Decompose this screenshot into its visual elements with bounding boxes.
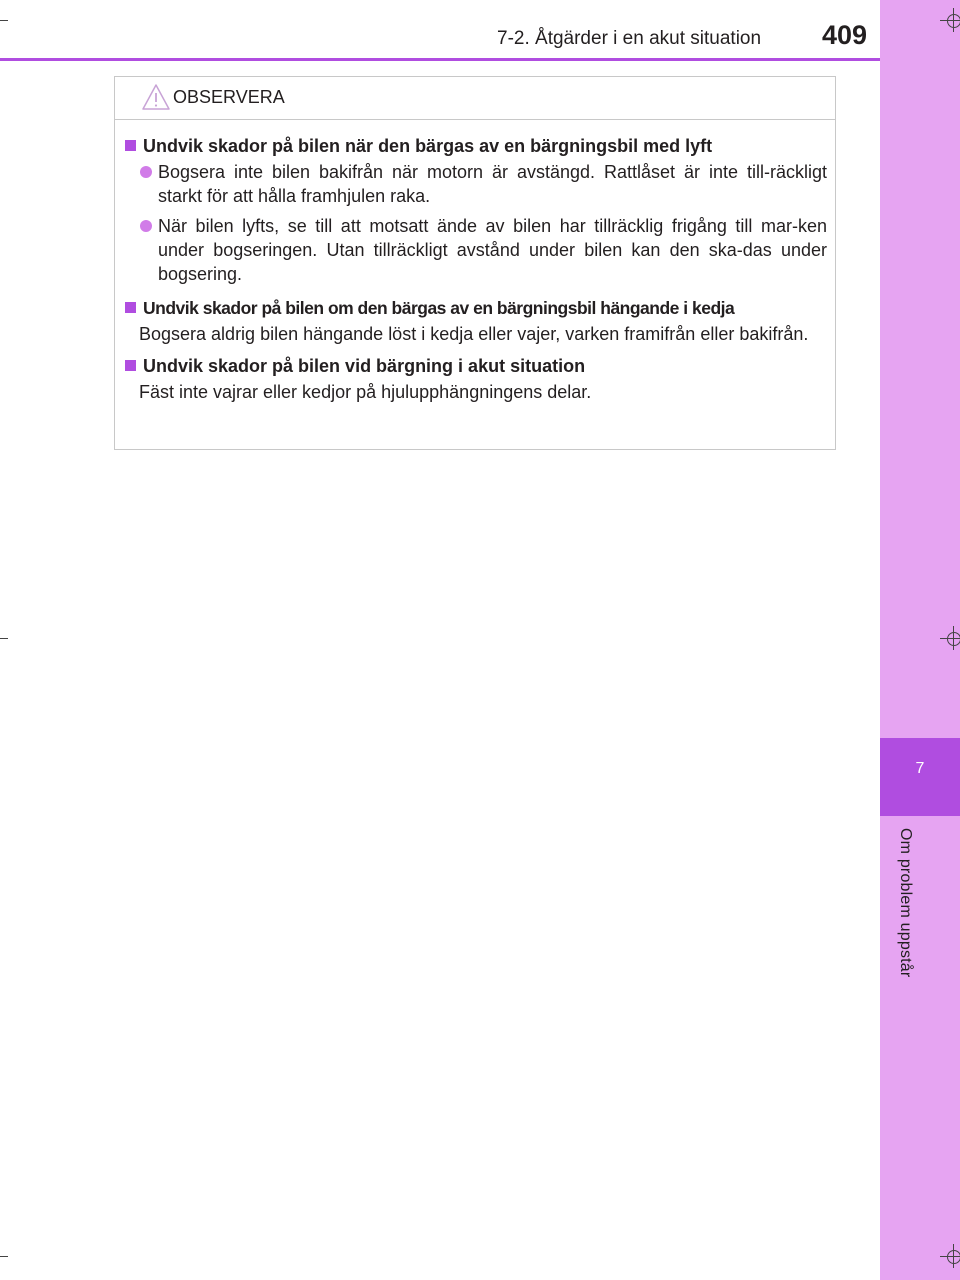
square-bullet-icon xyxy=(125,360,136,371)
crop-mark xyxy=(0,638,8,639)
caution-label: OBSERVERA xyxy=(173,87,285,107)
warning-triangle-icon xyxy=(141,83,171,111)
section-heading xyxy=(125,354,827,378)
list-item xyxy=(125,214,827,286)
chapter-number: 7 xyxy=(915,760,925,777)
section-title: 7-2. Åtgärder i en akut situation xyxy=(497,28,762,49)
caution-body xyxy=(115,120,835,404)
circle-bullet-icon xyxy=(140,166,152,178)
list-item-text: När bilen lyfts, se till att motsatt ände av bilen har tillräcklig frigång till mar-ken under bogseringen. Utan tillräckligt avstånd under bilen kan den ska-das under bogsering. xyxy=(158,216,827,284)
section-heading xyxy=(125,296,827,320)
crop-circle xyxy=(947,14,960,28)
crop-circle xyxy=(947,632,960,646)
heading-text: Undvik skador på bilen om den bärgas av en bärgningsbil hängande i kedja xyxy=(143,298,735,318)
heading-text: Undvik skador på bilen när den bärgas av en bärgningsbil med lyft xyxy=(143,136,713,156)
caution-box xyxy=(114,76,836,450)
circle-bullet-icon xyxy=(140,220,152,232)
page-number: 409 xyxy=(822,20,868,50)
paragraph: Fäst inte vajrar eller kedjor på hjulupphängningens delar. xyxy=(139,382,592,402)
header-rule xyxy=(0,58,880,61)
heading-text: Undvik skador på bilen vid bärgning i akut situation xyxy=(143,356,586,376)
list-item xyxy=(125,160,827,208)
paragraph: Bogsera aldrig bilen hängande löst i kedja eller vajer, varken framifrån eller bakifrån. xyxy=(139,324,809,344)
caution-header xyxy=(115,77,835,120)
crop-circle xyxy=(947,1250,960,1264)
crop-mark xyxy=(0,20,8,21)
chapter-title: Om problem uppstår xyxy=(897,828,914,978)
section-heading xyxy=(125,134,827,158)
square-bullet-icon xyxy=(125,302,136,313)
list-item-text: Bogsera inte bilen bakifrån när motorn är avstängd. Rattlåset är inte till-räckligt starkt för att hålla framhjulen raka. xyxy=(158,162,827,206)
square-bullet-icon xyxy=(125,140,136,151)
crop-mark xyxy=(0,1256,8,1257)
